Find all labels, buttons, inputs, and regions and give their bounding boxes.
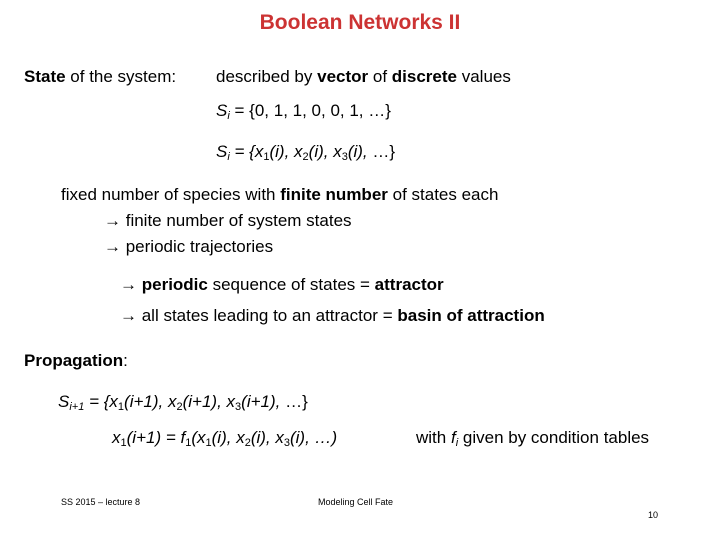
propagation-label: Propagation: [24,351,128,370]
condition-tables-note: with fi given by condition tables [416,428,650,449]
state-label: State of the system: [24,67,177,86]
finite-states-consequence: → finite number of system states [104,211,352,230]
attractor-definition: → periodic sequence of states = attractor [120,275,444,294]
state-example-equation: Si = {0, 1, 1, 0, 0, 1, …} [216,101,391,122]
propagation-equation: Si+1 = {x1(i+1), x2(i+1), x3(i+1), …} [58,392,308,413]
slide-title: Boolean Networks II [259,11,461,34]
periodic-trajectories-consequence: → periodic trajectories [104,237,274,256]
footer-course: Modeling Cell Fate [318,497,394,507]
footer-lecture: SS 2015 – lecture 8 [61,497,141,507]
state-general-equation: Si = {x1(i), x2(i), x3(i), …} [216,142,396,163]
fixed-number-statement: fixed number of species with finite number of states each [61,185,499,204]
update-function-equation: x1(i+1) = f1(x1(i), x2(i), x3(i), …) [112,428,338,449]
page-number: 10 [648,510,659,520]
state-description: described by vector of discrete values [216,67,511,86]
basin-definition: → all states leading to an attractor = basin of attraction [120,306,545,325]
